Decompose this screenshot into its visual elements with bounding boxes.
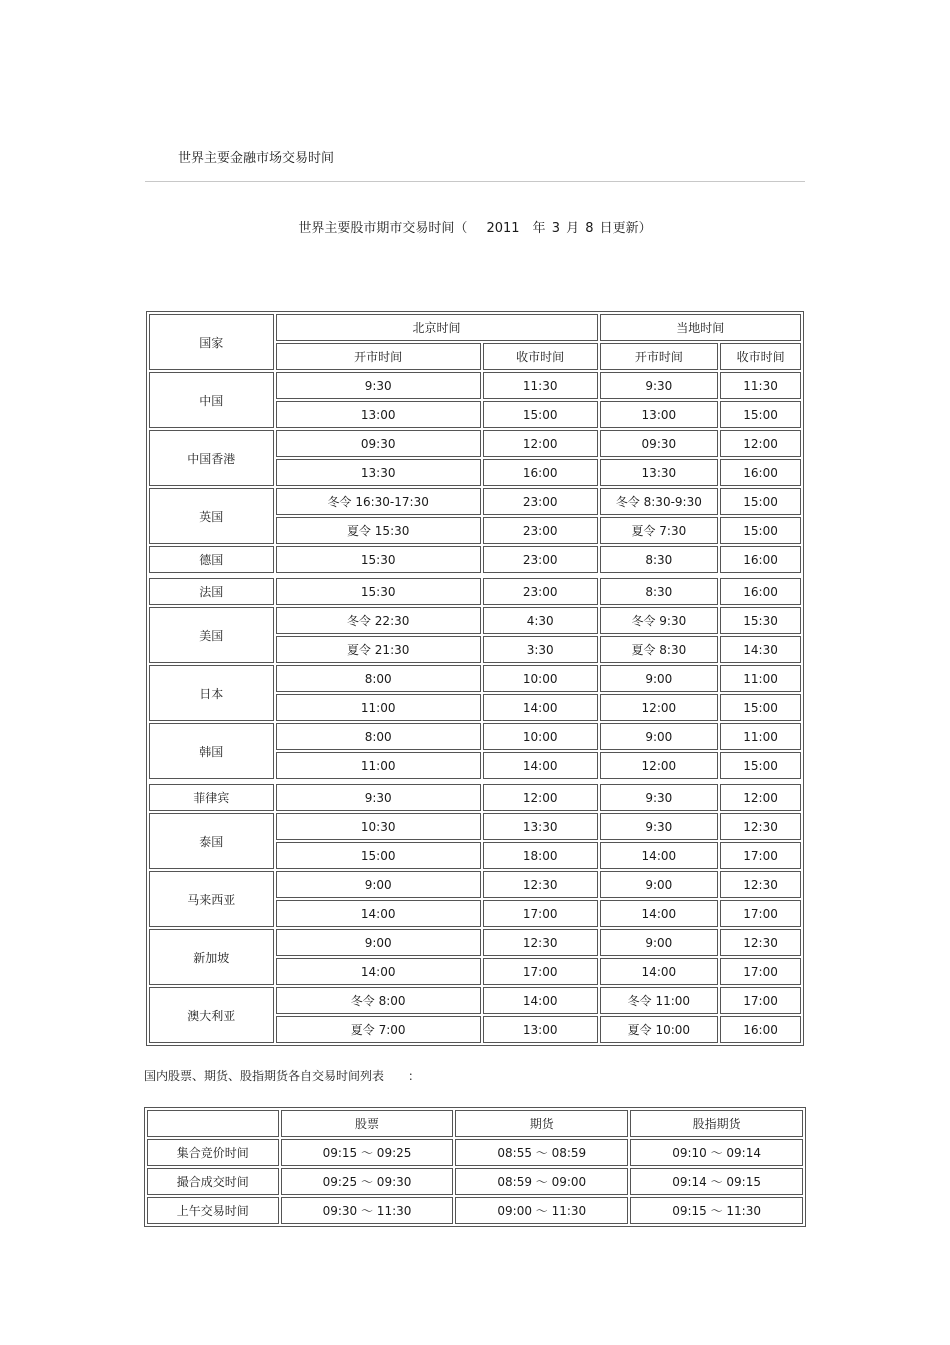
time-cell: 16:00: [483, 459, 598, 486]
header-local-open: 开市时间: [600, 343, 719, 370]
time-cell: 17:00: [720, 842, 801, 869]
time-cell: 冬令 11:00: [600, 987, 719, 1014]
time-cell: 11:30: [720, 372, 801, 399]
time-cell: 10:00: [483, 723, 598, 750]
time-cell: 15:30: [276, 546, 481, 573]
country-cell: 韩国: [149, 723, 274, 779]
time-range-cell: 08:59 ～ 09:00: [455, 1168, 628, 1195]
time-cell: 冬令 8:30-9:30: [600, 488, 719, 515]
time-cell: 15:00: [276, 842, 481, 869]
time-cell: 8:00: [276, 723, 481, 750]
column-header: [147, 1110, 279, 1137]
time-cell: 冬令 8:00: [276, 987, 481, 1014]
divider: [145, 181, 805, 182]
time-cell: 夏令 8:30: [600, 636, 719, 663]
table-row: [149, 607, 801, 634]
time-cell: 12:30: [720, 813, 801, 840]
time-cell: 18:00: [483, 842, 598, 869]
column-header: 股票: [281, 1110, 454, 1137]
table-row: [147, 1197, 803, 1224]
column-header: 股指期货: [630, 1110, 803, 1137]
time-cell: 12:00: [600, 752, 719, 779]
time-cell: 13:30: [600, 459, 719, 486]
table-row: [147, 1139, 803, 1166]
time-cell: 11:00: [720, 723, 801, 750]
time-range-cell: 09:15 ～ 11:30: [630, 1197, 803, 1224]
page-title: 世界主要金融市场交易时间: [178, 151, 335, 166]
time-cell: 11:30: [483, 372, 598, 399]
time-cell: 夏令 15:30: [276, 517, 481, 544]
country-cell: 马来西亚: [149, 871, 274, 927]
time-cell: 12:00: [720, 784, 801, 811]
time-cell: 23:00: [483, 517, 598, 544]
time-range-cell: 09:14 ～ 09:15: [630, 1168, 803, 1195]
column-header: 期货: [455, 1110, 628, 1137]
time-cell: 15:00: [720, 517, 801, 544]
time-cell: 10:30: [276, 813, 481, 840]
time-cell: 夏令 7:30: [600, 517, 719, 544]
time-cell: 8:30: [600, 578, 719, 605]
world-trading-hours-table: [146, 311, 804, 1046]
time-cell: 9:00: [600, 871, 719, 898]
time-cell: 8:00: [276, 665, 481, 692]
country-cell: 泰国: [149, 813, 274, 869]
time-cell: 14:00: [483, 987, 598, 1014]
time-cell: 15:00: [720, 752, 801, 779]
time-cell: 9:30: [276, 784, 481, 811]
time-cell: 23:00: [483, 488, 598, 515]
separator-cell: [149, 781, 801, 782]
time-cell: 16:00: [720, 459, 801, 486]
time-cell: 09:30: [600, 430, 719, 457]
country-cell: 中国香港: [149, 430, 274, 486]
header-country: 国家: [149, 314, 274, 370]
time-cell: 9:00: [600, 929, 719, 956]
table-row: [149, 813, 801, 840]
time-cell: 13:00: [483, 1016, 598, 1043]
country-cell: 中国: [149, 372, 274, 428]
country-cell: 新加坡: [149, 929, 274, 985]
world-table-body: [149, 372, 801, 1043]
time-cell: 9:30: [600, 813, 719, 840]
time-cell: 11:00: [720, 665, 801, 692]
time-cell: 15:30: [720, 607, 801, 634]
table-row: [149, 929, 801, 956]
time-cell: 14:00: [600, 900, 719, 927]
time-cell: 12:30: [720, 929, 801, 956]
time-cell: 9:00: [600, 723, 719, 750]
time-cell: 14:00: [483, 752, 598, 779]
time-cell: 14:00: [600, 958, 719, 985]
table-row: [149, 987, 801, 1014]
time-cell: 14:30: [720, 636, 801, 663]
table-row: [149, 488, 801, 515]
time-cell: 13:30: [276, 459, 481, 486]
time-cell: 4:30: [483, 607, 598, 634]
time-cell: 冬令 22:30: [276, 607, 481, 634]
table-row: [149, 546, 801, 573]
time-cell: 15:00: [720, 694, 801, 721]
time-cell: 15:00: [720, 488, 801, 515]
separator-cell: [149, 575, 801, 576]
time-cell: 冬令 16:30-17:30: [276, 488, 481, 515]
domestic-table-body: [147, 1110, 803, 1224]
time-cell: 17:00: [720, 958, 801, 985]
time-cell: 9:30: [600, 372, 719, 399]
table-row: [149, 784, 801, 811]
header-beijing-close: 收市时间: [483, 343, 598, 370]
time-cell: 16:00: [720, 578, 801, 605]
time-cell: 14:00: [276, 900, 481, 927]
time-cell: 13:30: [483, 813, 598, 840]
table-row: [149, 578, 801, 605]
time-cell: 12:30: [720, 871, 801, 898]
time-cell: 9:30: [600, 784, 719, 811]
row-separator: [149, 781, 801, 782]
country-cell: 日本: [149, 665, 274, 721]
time-cell: 09:30: [276, 430, 481, 457]
time-cell: 12:00: [720, 430, 801, 457]
header-beijing-time: 北京时间: [276, 314, 598, 341]
time-cell: 14:00: [600, 842, 719, 869]
time-range-cell: 09:30 ～ 11:30: [281, 1197, 454, 1224]
time-cell: 9:00: [276, 871, 481, 898]
row-label: 集合竞价时间: [147, 1139, 279, 1166]
time-cell: 9:30: [276, 372, 481, 399]
time-cell: 17:00: [483, 958, 598, 985]
time-cell: 8:30: [600, 546, 719, 573]
time-cell: 14:00: [276, 958, 481, 985]
time-cell: 15:00: [720, 401, 801, 428]
header-beijing-open: 开市时间: [276, 343, 481, 370]
time-range-cell: 08:55 ～ 08:59: [455, 1139, 628, 1166]
country-cell: 菲律宾: [149, 784, 274, 811]
time-cell: 11:00: [276, 694, 481, 721]
table-row: [149, 665, 801, 692]
table-row: [149, 871, 801, 898]
time-cell: 17:00: [720, 900, 801, 927]
time-range-cell: 09:25 ～ 09:30: [281, 1168, 454, 1195]
time-range-cell: 09:10 ～ 09:14: [630, 1139, 803, 1166]
time-cell: 夏令 10:00: [600, 1016, 719, 1043]
time-cell: 23:00: [483, 546, 598, 573]
time-cell: 17:00: [483, 900, 598, 927]
time-cell: 15:00: [483, 401, 598, 428]
time-cell: 23:00: [483, 578, 598, 605]
time-cell: 12:30: [483, 929, 598, 956]
time-range-cell: 09:00 ～ 11:30: [455, 1197, 628, 1224]
country-cell: 美国: [149, 607, 274, 663]
table-row: [149, 723, 801, 750]
time-cell: 12:00: [483, 784, 598, 811]
country-cell: 英国: [149, 488, 274, 544]
time-cell: 9:00: [276, 929, 481, 956]
time-cell: 15:30: [276, 578, 481, 605]
header-local-time: 当地时间: [600, 314, 801, 341]
time-cell: 夏令 21:30: [276, 636, 481, 663]
header-row: [147, 1110, 803, 1137]
header-local-close: 收市时间: [720, 343, 801, 370]
time-cell: 3:30: [483, 636, 598, 663]
time-cell: 16:00: [720, 1016, 801, 1043]
country-cell: 澳大利亚: [149, 987, 274, 1043]
table-row: [149, 430, 801, 457]
table-row: [147, 1168, 803, 1195]
row-label: 上午交易时间: [147, 1197, 279, 1224]
time-cell: 13:00: [600, 401, 719, 428]
row-separator: [149, 575, 801, 576]
time-cell: 10:00: [483, 665, 598, 692]
table-row: [149, 372, 801, 399]
time-cell: 13:00: [276, 401, 481, 428]
time-cell: 夏令 7:00: [276, 1016, 481, 1043]
subtitle: 世界主要股市期市交易时间（ 2011 年 3 月 8 日更新）: [298, 221, 652, 236]
time-range-cell: 09:15 ～ 09:25: [281, 1139, 454, 1166]
time-cell: 16:00: [720, 546, 801, 573]
time-cell: 冬令 9:30: [600, 607, 719, 634]
time-cell: 11:00: [276, 752, 481, 779]
domestic-section-label: 国内股票、期货、股指期货各自交易时间列表 ：: [144, 1069, 421, 1083]
time-cell: 17:00: [720, 987, 801, 1014]
time-cell: 12:00: [600, 694, 719, 721]
time-cell: 14:00: [483, 694, 598, 721]
time-cell: 9:00: [600, 665, 719, 692]
time-cell: 12:00: [483, 430, 598, 457]
row-label: 撮合成交时间: [147, 1168, 279, 1195]
time-cell: 12:30: [483, 871, 598, 898]
country-cell: 法国: [149, 578, 274, 605]
country-cell: 德国: [149, 546, 274, 573]
domestic-trading-hours-table: [144, 1107, 806, 1227]
